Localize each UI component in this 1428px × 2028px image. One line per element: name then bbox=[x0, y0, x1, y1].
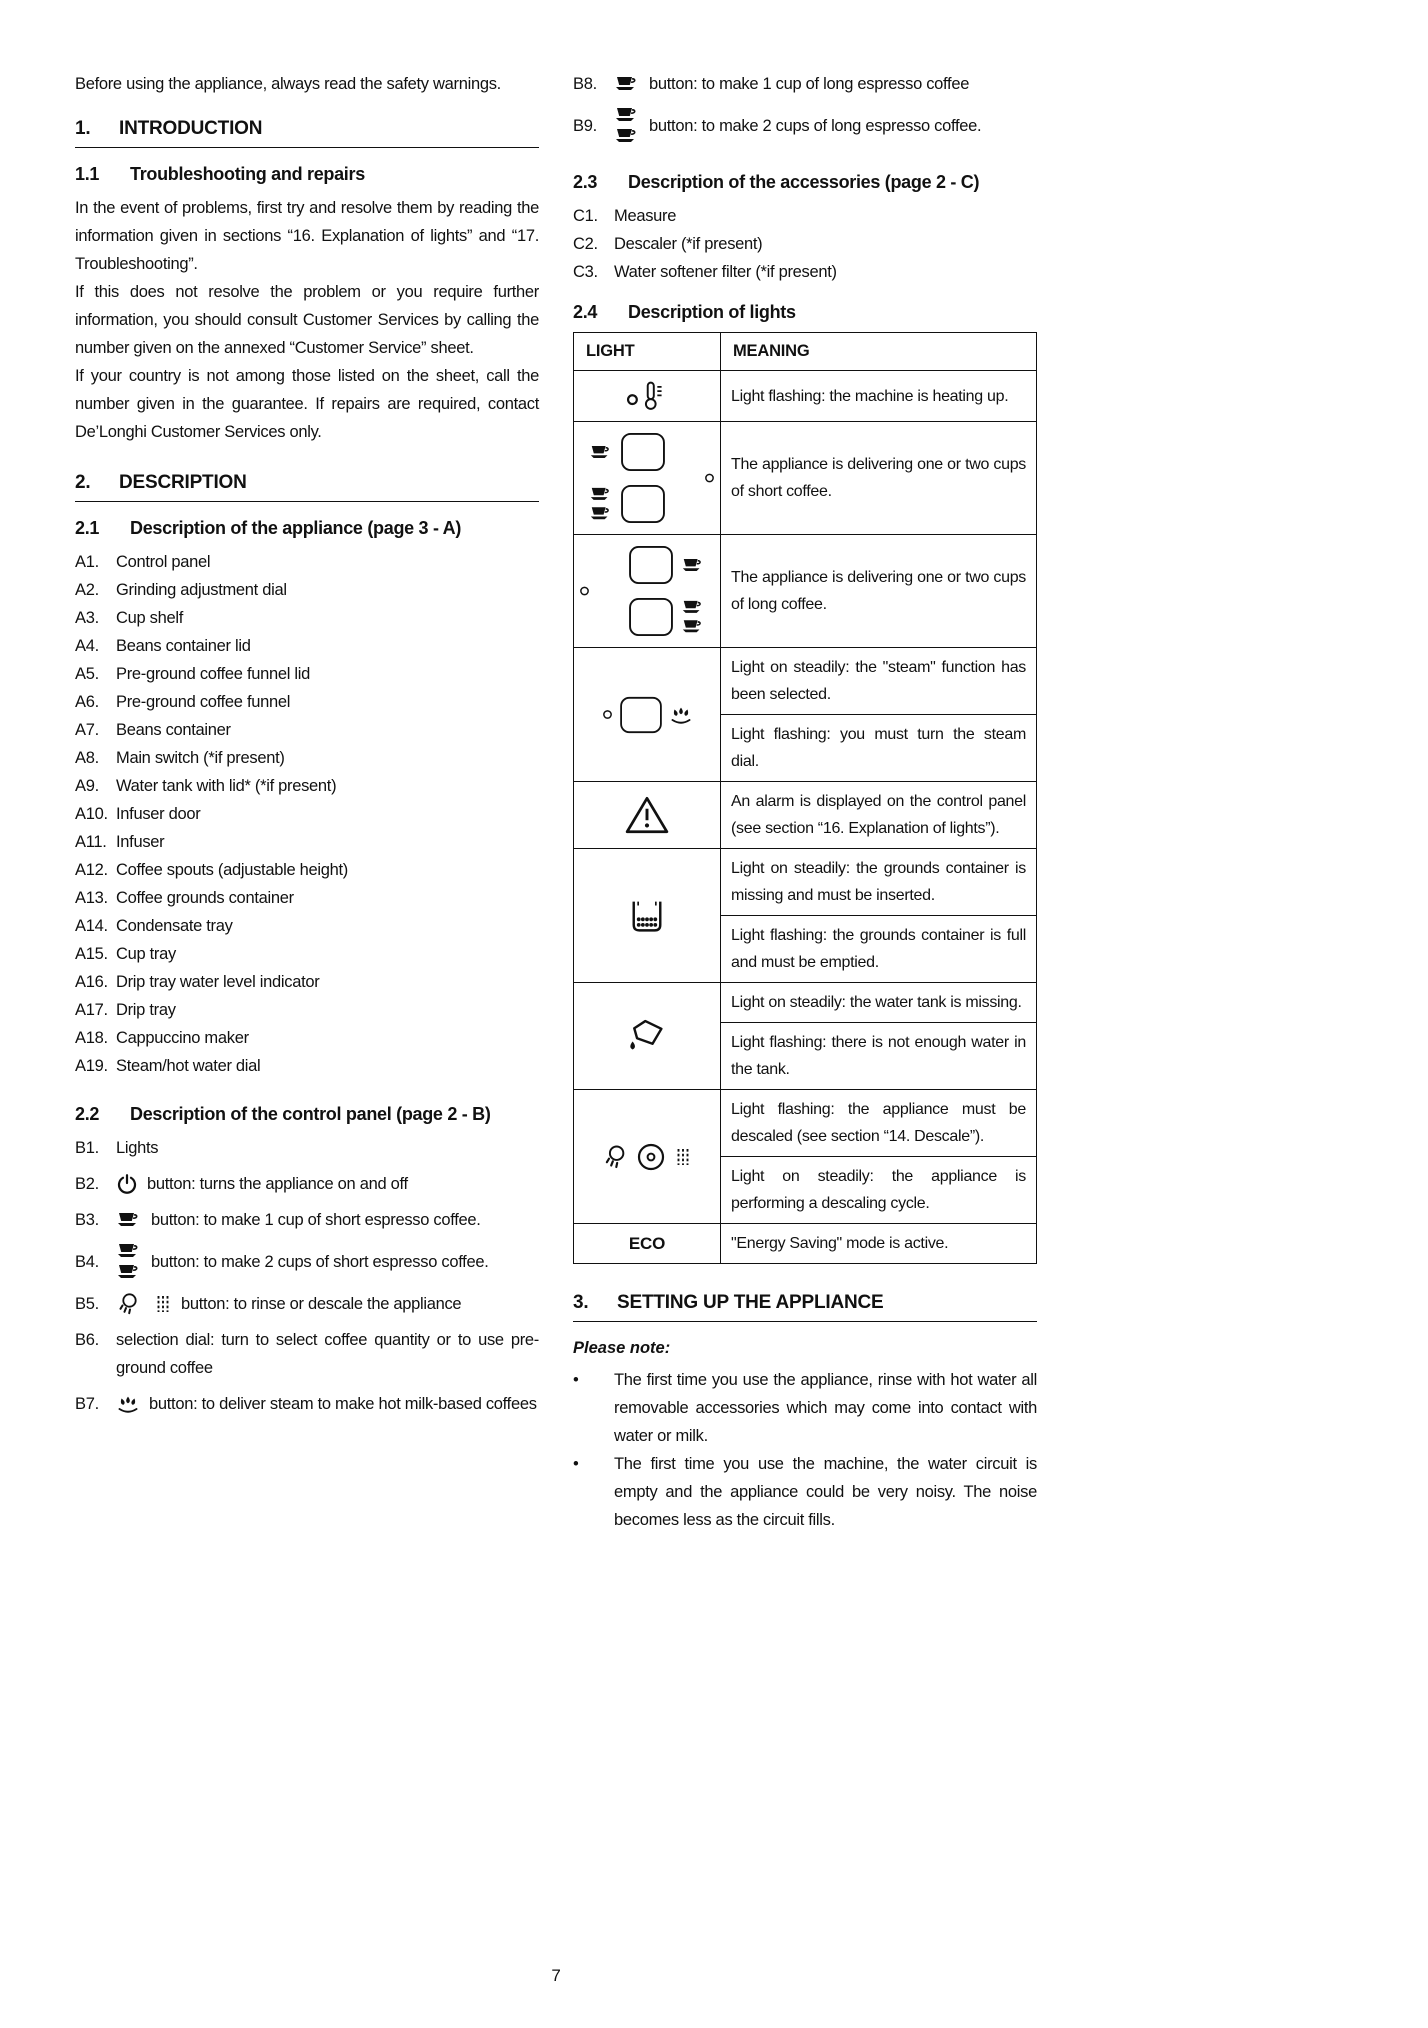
list-item bbox=[75, 800, 539, 828]
item-id: B7. bbox=[75, 1395, 99, 1413]
bullet-marker: • bbox=[573, 1371, 579, 1389]
meaning-cell: "Energy Saving" mode is active. bbox=[721, 1224, 1037, 1264]
bullet-marker: • bbox=[573, 1455, 579, 1473]
list-item bbox=[75, 744, 539, 772]
list-item bbox=[75, 884, 539, 912]
item-id: A16. bbox=[75, 973, 108, 991]
note-text: The first time you use the appliance, rinse with hot water all removable accessories which may come into contact with water or milk. bbox=[614, 1371, 1037, 1445]
warning-triangle-icon bbox=[624, 795, 670, 835]
subsection-heading-accessories bbox=[573, 172, 1037, 193]
column-header-meaning: MEANING bbox=[721, 333, 1037, 371]
control-item-b1 bbox=[75, 1134, 539, 1162]
item-text: Drip tray bbox=[116, 1001, 176, 1019]
item-id: A19. bbox=[75, 1057, 108, 1075]
item-id: A14. bbox=[75, 917, 108, 935]
item-id: A15. bbox=[75, 945, 108, 963]
item-id: A13. bbox=[75, 889, 108, 907]
list-item bbox=[75, 1052, 539, 1080]
item-text: Beans container bbox=[116, 721, 231, 739]
light-cell bbox=[574, 371, 721, 422]
control-item-b3 bbox=[75, 1206, 539, 1234]
descale-icon bbox=[674, 1146, 692, 1168]
list-item bbox=[75, 1024, 539, 1052]
table-row bbox=[574, 1224, 1037, 1264]
item-text: Infuser bbox=[116, 833, 165, 851]
button-outline-icon bbox=[620, 432, 666, 472]
subsection-title: Troubleshooting and repairs bbox=[130, 164, 365, 184]
thermometer-icon bbox=[625, 379, 669, 413]
paragraph: If this does not resolve the problem or you require further information, you should consult Customer Services by calling the number given on the annexed “Customer Service” sheet. bbox=[75, 283, 539, 357]
section-title: INTRODUCTION bbox=[119, 118, 263, 139]
item-text: Cup shelf bbox=[116, 609, 184, 627]
table-row bbox=[574, 1090, 1037, 1157]
meaning-cell: Light flashing: the grounds container is full and must be emptied. bbox=[721, 916, 1037, 983]
list-item bbox=[75, 940, 539, 968]
light-cell bbox=[574, 1090, 721, 1224]
table-row bbox=[574, 648, 1037, 715]
button-outline-icon bbox=[628, 545, 674, 585]
item-text: Steam/hot water dial bbox=[116, 1057, 261, 1075]
item-id: A1. bbox=[75, 553, 99, 571]
item-id: B8. bbox=[573, 75, 597, 93]
item-text: button: to make 1 cup of short espresso coffee. bbox=[151, 1211, 481, 1229]
subsection-heading-troubleshooting bbox=[75, 164, 539, 185]
note-bullet-item bbox=[573, 1366, 1037, 1450]
item-text: button: to rinse or descale the appliance bbox=[181, 1295, 462, 1313]
list-item bbox=[75, 856, 539, 884]
light-cell bbox=[574, 648, 721, 782]
control-item-b6 bbox=[75, 1326, 539, 1382]
water-tank-icon bbox=[626, 1017, 668, 1055]
item-text: Coffee spouts (adjustable height) bbox=[116, 861, 348, 879]
meaning-cell: Light on steadily: the water tank is missing. bbox=[721, 983, 1037, 1023]
light-cell bbox=[574, 849, 721, 983]
item-id: B1. bbox=[75, 1139, 99, 1157]
item-text: button: turns the appliance on and off bbox=[147, 1175, 408, 1193]
item-id: A11. bbox=[75, 833, 107, 851]
light-cell bbox=[574, 1224, 721, 1264]
subsection-number: 2.4 bbox=[573, 302, 598, 322]
section-number: 2. bbox=[75, 472, 91, 493]
meaning-cell: Light flashing: you must turn the steam dial. bbox=[721, 715, 1037, 782]
control-item-b4 bbox=[75, 1242, 539, 1282]
light-cell bbox=[574, 535, 721, 648]
meaning-cell: The appliance is delivering one or two cups of long coffee. bbox=[721, 535, 1037, 648]
subsection-title: Description of the appliance (page 3 - A) bbox=[130, 518, 462, 538]
item-text: Grinding adjustment dial bbox=[116, 581, 287, 599]
list-item bbox=[573, 230, 1037, 258]
single-cup-icon bbox=[681, 557, 705, 574]
control-item-b8 bbox=[573, 70, 1037, 98]
please-note-label: Please note: bbox=[573, 1339, 671, 1357]
item-id: B9. bbox=[573, 117, 597, 135]
list-item bbox=[75, 968, 539, 996]
item-id: A9. bbox=[75, 777, 99, 795]
subsection-number: 2.3 bbox=[573, 172, 598, 192]
control-panel-list bbox=[75, 1134, 539, 1418]
item-id: A10. bbox=[75, 805, 108, 823]
control-item-b2 bbox=[75, 1170, 539, 1198]
item-id: A4. bbox=[75, 637, 99, 655]
table-row bbox=[574, 983, 1037, 1023]
item-id: A8. bbox=[75, 749, 99, 767]
safety-warning-note: Before using the appliance, always read the safety warnings. bbox=[75, 75, 501, 93]
descale-icon bbox=[154, 1293, 172, 1315]
list-item bbox=[75, 772, 539, 800]
item-id: B5. bbox=[75, 1295, 99, 1313]
appliance-list bbox=[75, 548, 539, 1080]
item-text: button: to make 1 cup of long espresso coffee bbox=[649, 75, 970, 93]
paragraph: If your country is not among those listed on the sheet, call the number given in the guarantee. If repairs are required, contact De’Longhi Customer Services only. bbox=[75, 367, 539, 441]
single-cup-icon bbox=[589, 444, 613, 461]
section-title: SETTING UP THE APPLIANCE bbox=[617, 1292, 884, 1313]
double-cup-icon bbox=[681, 599, 705, 636]
list-item bbox=[573, 258, 1037, 286]
item-id: A3. bbox=[75, 609, 99, 627]
power-icon bbox=[116, 1173, 138, 1195]
item-text: button: to make 2 cups of long espresso coffee. bbox=[649, 117, 982, 135]
section-heading-introduction bbox=[75, 118, 539, 148]
list-item bbox=[75, 688, 539, 716]
list-item bbox=[75, 828, 539, 856]
indicator-light-icon bbox=[602, 709, 613, 720]
item-text: Coffee grounds container bbox=[116, 889, 294, 907]
item-id: A7. bbox=[75, 721, 99, 739]
meaning-cell: Light on steadily: the grounds container is missing and must be inserted. bbox=[721, 849, 1037, 916]
eco-label: ECO bbox=[628, 1233, 666, 1253]
double-cup-icon bbox=[589, 486, 613, 523]
steam-icon bbox=[116, 1390, 140, 1418]
item-id: C2. bbox=[573, 235, 598, 253]
item-text: Descaler (*if present) bbox=[614, 235, 763, 253]
control-item-b5 bbox=[75, 1290, 539, 1318]
section-title: DESCRIPTION bbox=[119, 472, 247, 493]
light-cell bbox=[574, 422, 721, 535]
item-text: Beans container lid bbox=[116, 637, 251, 655]
item-id: B2. bbox=[75, 1175, 99, 1193]
manual-page bbox=[75, 70, 1037, 1534]
right-column bbox=[573, 70, 1037, 1534]
list-item bbox=[75, 912, 539, 940]
list-item bbox=[75, 660, 539, 688]
subsection-number: 2.2 bbox=[75, 1104, 100, 1124]
item-id: A12. bbox=[75, 861, 108, 879]
item-id: C1. bbox=[573, 207, 598, 225]
item-text: button: to deliver steam to make hot milk-based coffees bbox=[149, 1395, 537, 1413]
item-text: Infuser door bbox=[116, 805, 201, 823]
item-id: A2. bbox=[75, 581, 99, 599]
item-id: C3. bbox=[573, 263, 598, 281]
meaning-cell: Light flashing: there is not enough water in the tank. bbox=[721, 1023, 1037, 1090]
control-item-b9 bbox=[573, 106, 1037, 146]
meaning-cell: Light on steadily: the "steam" function has been selected. bbox=[721, 648, 1037, 715]
item-text: Main switch (*if present) bbox=[116, 749, 285, 767]
list-item bbox=[75, 996, 539, 1024]
table-row bbox=[574, 422, 1037, 535]
dial-icon bbox=[635, 1141, 667, 1173]
steam-icon bbox=[669, 704, 693, 726]
table-header-row bbox=[574, 333, 1037, 371]
light-cell bbox=[574, 782, 721, 849]
paragraph: In the event of problems, first try and resolve them by reading the information given in sections “16. Explanation of lights” and “17. Troubleshooting”. bbox=[75, 199, 539, 273]
item-text: Control panel bbox=[116, 553, 211, 571]
subsection-number: 1.1 bbox=[75, 164, 100, 184]
column-header-light: LIGHT bbox=[574, 333, 721, 371]
indicator-light-icon bbox=[704, 473, 715, 484]
note-text: The first time you use the machine, the water circuit is empty and the appliance could be very noisy. The noise becomes less as the circuit fills. bbox=[614, 1455, 1037, 1529]
button-outline-icon bbox=[620, 484, 666, 524]
item-id: B6. bbox=[75, 1331, 99, 1349]
light-cell bbox=[574, 983, 721, 1090]
item-id: B4. bbox=[75, 1253, 99, 1271]
list-item bbox=[75, 604, 539, 632]
subsection-heading-appliance bbox=[75, 518, 539, 539]
section-heading-setting-up bbox=[573, 1292, 1037, 1322]
control-item-b7 bbox=[75, 1390, 539, 1418]
item-text: Water tank with lid* (*if present) bbox=[116, 777, 337, 795]
left-column bbox=[75, 70, 539, 1534]
table-row bbox=[574, 782, 1037, 849]
single-cup-icon bbox=[116, 1211, 142, 1229]
subsection-title: Description of the accessories (page 2 - C) bbox=[628, 172, 980, 192]
button-outline-icon bbox=[628, 597, 674, 637]
rinse-spray-icon bbox=[116, 1292, 140, 1316]
item-text: Lights bbox=[116, 1139, 159, 1157]
subsection-heading-control-panel bbox=[75, 1104, 539, 1125]
list-item bbox=[75, 576, 539, 604]
subsection-heading-lights bbox=[573, 302, 1037, 323]
section-number: 1. bbox=[75, 118, 91, 139]
item-text: Pre-ground coffee funnel lid bbox=[116, 665, 311, 683]
rinse-spray-icon bbox=[602, 1144, 628, 1170]
item-text: Pre-ground coffee funnel bbox=[116, 693, 291, 711]
item-text: Cappuccino maker bbox=[116, 1029, 249, 1047]
meaning-cell: Light on steadily: the appliance is performing a descaling cycle. bbox=[721, 1157, 1037, 1224]
item-text: Drip tray water level indicator bbox=[116, 973, 320, 991]
double-cup-icon bbox=[614, 106, 640, 146]
list-item bbox=[573, 202, 1037, 230]
meaning-cell: Light flashing: the appliance must be descaled (see section “14. Descale”). bbox=[721, 1090, 1037, 1157]
item-id: A17. bbox=[75, 1001, 108, 1019]
table-row bbox=[574, 849, 1037, 916]
button-outline-icon bbox=[619, 696, 663, 734]
section-number: 3. bbox=[573, 1292, 589, 1313]
meaning-cell: An alarm is displayed on the control panel (see section “16. Explanation of lights”). bbox=[721, 782, 1037, 849]
table-row bbox=[574, 371, 1037, 422]
note-bullet-item bbox=[573, 1450, 1037, 1534]
item-id: A6. bbox=[75, 693, 99, 711]
section-heading-description bbox=[75, 472, 539, 502]
single-cup-icon bbox=[614, 75, 640, 93]
list-item bbox=[75, 716, 539, 744]
subsection-number: 2.1 bbox=[75, 518, 100, 538]
item-text: selection dial: turn to select coffee quantity or to use pre-ground coffee bbox=[116, 1331, 539, 1377]
item-text: Cup tray bbox=[116, 945, 176, 963]
item-id: A18. bbox=[75, 1029, 108, 1047]
subsection-title: Description of lights bbox=[628, 302, 796, 322]
list-item bbox=[75, 632, 539, 660]
item-id: A5. bbox=[75, 665, 99, 683]
grounds-container-icon bbox=[626, 897, 668, 935]
accessories-list bbox=[573, 202, 1037, 286]
table-row bbox=[574, 535, 1037, 648]
item-text: Water softener filter (*if present) bbox=[614, 263, 837, 281]
page-number: 7 bbox=[551, 1966, 561, 1985]
meaning-cell: Light flashing: the machine is heating up. bbox=[721, 371, 1037, 422]
subsection-title: Description of the control panel (page 2 - B) bbox=[130, 1104, 491, 1124]
meaning-cell: The appliance is delivering one or two cups of short coffee. bbox=[721, 422, 1037, 535]
list-item bbox=[75, 548, 539, 576]
item-id: B3. bbox=[75, 1211, 99, 1229]
item-text: button: to make 2 cups of short espresso coffee. bbox=[151, 1253, 489, 1271]
item-text: Measure bbox=[614, 207, 677, 225]
indicator-light-icon bbox=[579, 586, 590, 597]
double-cup-icon bbox=[116, 1242, 142, 1282]
lights-table bbox=[573, 332, 1037, 1264]
item-text: Condensate tray bbox=[116, 917, 233, 935]
